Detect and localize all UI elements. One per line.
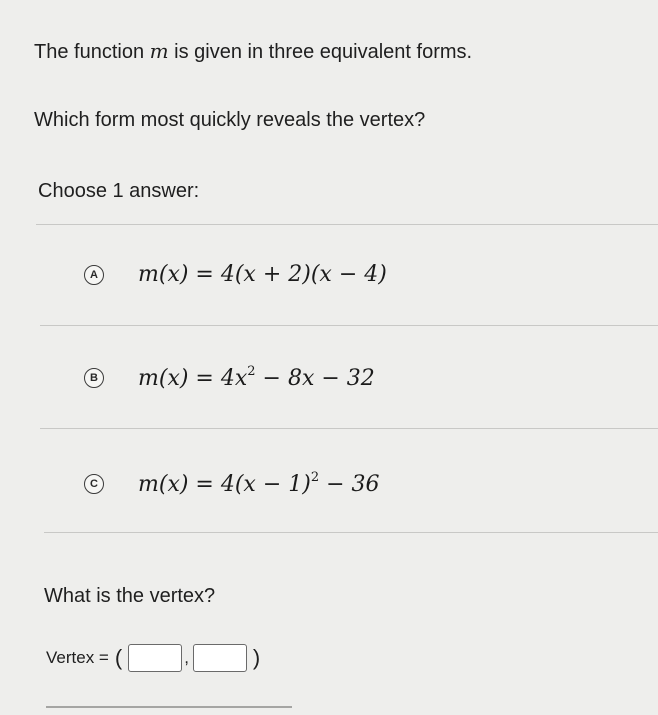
choice-b-formula-main: m(x) = 4x xyxy=(138,366,248,391)
function-variable: m xyxy=(149,39,169,63)
vertex-question: What is the vertex? xyxy=(44,585,216,607)
prompt-after: is given in three equivalent forms. xyxy=(168,41,473,63)
choose-label: Choose 1 answer: xyxy=(38,180,200,202)
choice-a[interactable] xyxy=(84,262,387,287)
choice-c-formula-rest: − 36 xyxy=(319,472,380,497)
choice-b-formula-rest: − 8x − 32 xyxy=(255,366,375,391)
choice-a-letter-badge: A xyxy=(84,265,104,285)
choice-c-letter-badge: C xyxy=(84,474,104,494)
divider xyxy=(46,706,292,708)
choice-c[interactable] xyxy=(84,470,380,497)
vertex-y-input[interactable] xyxy=(193,644,247,672)
vertex-label: Vertex = xyxy=(46,648,109,667)
divider xyxy=(40,428,658,429)
divider xyxy=(44,532,658,533)
divider xyxy=(40,325,658,326)
choice-b-formula xyxy=(138,364,375,391)
choice-c-formula xyxy=(138,470,380,497)
prompt-before: The function xyxy=(34,41,150,63)
prompt-text xyxy=(34,38,472,65)
choice-c-exponent: 2 xyxy=(310,470,320,485)
comma-separator: , xyxy=(184,648,189,667)
choice-a-formula: m(x) = 4(x + 2)(x − 4) xyxy=(138,262,387,287)
choice-b[interactable] xyxy=(84,364,375,391)
choice-b-letter-badge: B xyxy=(84,368,104,388)
vertex-x-input[interactable] xyxy=(128,644,182,672)
close-paren: ) xyxy=(252,645,261,670)
question-text: Which form most quickly reveals the vertex? xyxy=(34,109,426,131)
choice-b-exponent: 2 xyxy=(247,364,256,379)
vertex-answer-row xyxy=(46,644,266,672)
choice-c-formula-main: m(x) = 4(x − 1) xyxy=(138,472,311,497)
open-paren: ( xyxy=(114,645,123,670)
divider xyxy=(36,224,658,225)
